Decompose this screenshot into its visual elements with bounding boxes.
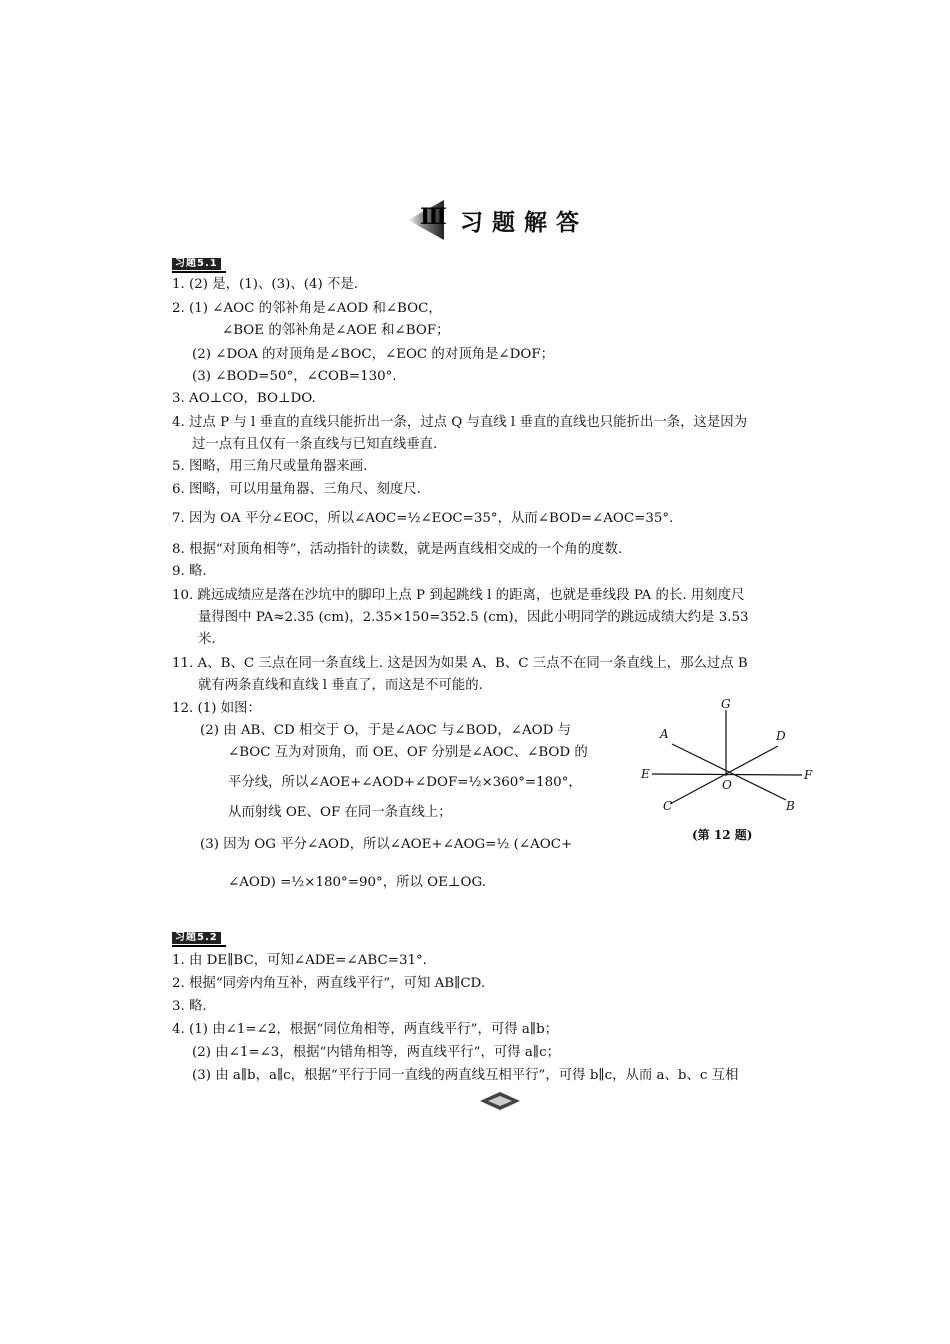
answer-line: 从而射线 OE、OF 在同一条直线上； [228,805,452,820]
answer-line: 4. (1) 由∠1=∠2，根据“同位角相等，两直线平行”，可得 a∥b； [172,1022,559,1037]
label-a: A [660,727,669,741]
section-label-5-2: 习题5.2 [172,932,221,944]
section-underline [172,271,226,273]
answer-line: 4. 过点 P 与 l 垂直的直线只能折出一条，过点 Q 与直线 l 垂直的直线也只能折出一条，这是因为 [172,415,748,430]
section-header [408,198,608,242]
answer-line: 量得图中 PA≈2.35 (cm)，2.35×150=352.5 (cm)，因此小明同学的跳远成绩大约是 3.53 [198,610,749,625]
label-e: E [641,767,650,781]
answer-line: 9. 略. [172,564,207,579]
label-g: G [721,697,731,711]
answer-line: 平分线，所以∠AOE+∠AOD+∠DOF=½×360°=180°， [228,775,582,790]
answer-line: 3. AO⊥CO，BO⊥DO. [172,391,316,406]
answer-line: 2. 根据“同旁内角互补，两直线平行”，可知 AB∥CD. [172,976,486,991]
answer-line: (3) 因为 OG 平分∠AOD，所以∠AOE+∠AOG=½ (∠AOC+ [200,837,573,852]
answer-line: 7. 因为 OA 平分∠EOC，所以∠AOC=½∠EOC=35°，从而∠BOD=∠AOC=35°. [172,511,674,526]
answer-line: 5. 图略，用三角尺或量角器来画. [172,459,368,474]
figure-12-diagram [636,696,826,846]
answer-line: 就有两条直线和直线 l 垂直了，而这是不可能的. [198,678,483,693]
figure-caption: (第 12 题) [692,828,753,842]
line-ef [652,774,802,775]
page-footer-ornament [478,1090,522,1112]
answer-line: 8. 根据“对顶角相等”，活动指针的读数，就是两直线相交成的一个角的度数. [172,542,623,557]
answer-line: ∠BOE 的邻补角是∠AOE 和∠BOF； [222,323,450,338]
section-underline [172,945,226,947]
answer-line: ∠AOD) =½×180°=90°，所以 OE⊥OG. [228,875,486,890]
label-f: F [804,768,813,782]
answer-line: (2) 由∠1=∠3，根据“内错角相等，两直线平行”，可得 a∥c； [192,1045,560,1060]
answer-line: 10. 跳远成绩应是落在沙坑中的脚印上点 P 到起跳线 l 的距离，也就是垂线段 PA 的长. 用刻度尺 [172,588,745,603]
answer-line: (2) ∠DOA 的对顶角是∠BOC，∠EOC 的对顶角是∠DOF； [192,347,555,362]
header-numeral: Ⅲ [420,204,447,230]
answer-line: ∠BOC 互为对顶角，而 OE、OF 分别是∠AOC、∠BOD 的 [228,745,588,760]
answer-line: 1. 由 DE∥BC，可知∠ADE=∠ABC=31°. [172,953,427,968]
label-b: B [786,799,795,813]
answer-line: (3) 由 a∥b，a∥c，根据“平行于同一直线的两直线互相平行”，可得 b∥c，从而 a、b、c 互相 [192,1068,739,1083]
label-o: O [722,778,732,792]
answer-line: 过一点有且仅有一条直线与已知直线垂直. [192,437,438,452]
section-label-5-1: 习题5.1 [172,258,221,270]
label-d: D [776,729,786,743]
answer-line: 1. (2) 是，(1)、(3)、(4) 不是. [172,277,359,292]
answer-line: (2) 由 AB、CD 相交于 O，于是∠AOC 与∠BOD，∠AOD 与 [200,723,572,738]
answer-line: 米. [198,632,216,647]
answer-line: 3. 略. [172,999,207,1014]
answer-line: 2. (1) ∠AOC 的邻补角是∠AOD 和∠BOC， [172,301,442,316]
answer-line: 12. (1) 如图： [172,701,261,716]
label-c: C [663,799,673,813]
answer-line: (3) ∠BOD=50°，∠COB=130°. [192,369,397,384]
answer-line: 6. 图略，可以用量角器、三角尺、刻度尺. [172,482,421,497]
page-title: 习题解答 [460,210,588,236]
answer-line: 11. A、B、C 三点在同一条直线上. 这是因为如果 A、B、C 三点不在同一条直线上，那么过点 B [172,656,748,671]
